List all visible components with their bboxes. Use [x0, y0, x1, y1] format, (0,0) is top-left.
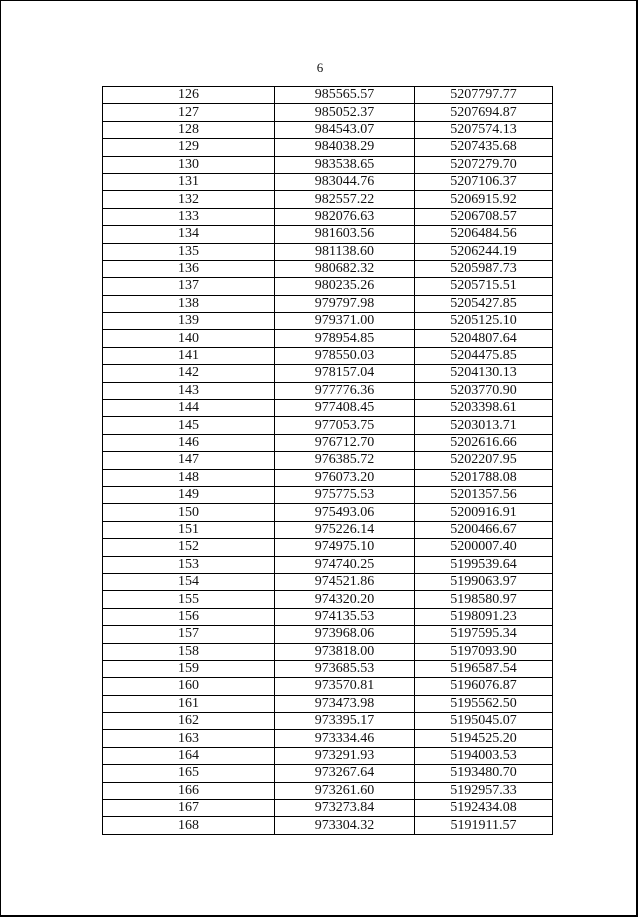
- point-number-cell: 149: [103, 486, 275, 503]
- y-coordinate-cell: 5201357.56: [415, 486, 553, 503]
- table-row: [103, 452, 553, 469]
- y-coordinate-cell: 5207435.68: [415, 139, 553, 156]
- x-coordinate-cell: 973473.98: [275, 695, 415, 712]
- y-coordinate-cell: 5204130.13: [415, 365, 553, 382]
- y-coordinate-cell: 5203013.71: [415, 417, 553, 434]
- x-coordinate-cell: 973968.06: [275, 626, 415, 643]
- table-row: [103, 347, 553, 364]
- x-coordinate-cell: 973267.64: [275, 765, 415, 782]
- point-number-cell: 129: [103, 139, 275, 156]
- point-number-cell: 159: [103, 660, 275, 677]
- table-row: [103, 469, 553, 486]
- y-coordinate-cell: 5199063.97: [415, 573, 553, 590]
- y-coordinate-cell: 5199539.64: [415, 556, 553, 573]
- y-coordinate-cell: 5198091.23: [415, 608, 553, 625]
- x-coordinate-cell: 983538.65: [275, 156, 415, 173]
- x-coordinate-cell: 973818.00: [275, 643, 415, 660]
- x-coordinate-cell: 979371.00: [275, 313, 415, 330]
- table-row: [103, 521, 553, 538]
- table-row: [103, 365, 553, 382]
- point-number-cell: 135: [103, 243, 275, 260]
- y-coordinate-cell: 5194525.20: [415, 730, 553, 747]
- point-number-cell: 130: [103, 156, 275, 173]
- y-coordinate-cell: 5203770.90: [415, 382, 553, 399]
- table-row: [103, 382, 553, 399]
- table-row: [103, 608, 553, 625]
- point-number-cell: 138: [103, 295, 275, 312]
- y-coordinate-cell: 5204807.64: [415, 330, 553, 347]
- x-coordinate-cell: 978157.04: [275, 365, 415, 382]
- table-row: [103, 800, 553, 817]
- x-coordinate-cell: 976073.20: [275, 469, 415, 486]
- y-coordinate-cell: 5204475.85: [415, 347, 553, 364]
- y-coordinate-cell: 5202207.95: [415, 452, 553, 469]
- table-row: [103, 104, 553, 121]
- y-coordinate-cell: 5206244.19: [415, 243, 553, 260]
- x-coordinate-cell: 974975.10: [275, 539, 415, 556]
- table-row: [103, 191, 553, 208]
- y-coordinate-cell: 5207694.87: [415, 104, 553, 121]
- y-coordinate-cell: 5192434.08: [415, 800, 553, 817]
- table-row: [103, 226, 553, 243]
- x-coordinate-cell: 982557.22: [275, 191, 415, 208]
- y-coordinate-cell: 5205125.10: [415, 313, 553, 330]
- point-number-cell: 131: [103, 173, 275, 190]
- y-coordinate-cell: 5203398.61: [415, 400, 553, 417]
- point-number-cell: 139: [103, 313, 275, 330]
- point-number-cell: 141: [103, 347, 275, 364]
- table-row: [103, 278, 553, 295]
- table-row: [103, 591, 553, 608]
- y-coordinate-cell: 5207797.77: [415, 87, 553, 104]
- table-row: [103, 295, 553, 312]
- point-number-cell: 151: [103, 521, 275, 538]
- x-coordinate-cell: 984038.29: [275, 139, 415, 156]
- table-row: [103, 660, 553, 677]
- y-coordinate-cell: 5207106.37: [415, 173, 553, 190]
- y-coordinate-cell: 5207574.13: [415, 121, 553, 138]
- point-number-cell: 165: [103, 765, 275, 782]
- table-row: [103, 643, 553, 660]
- x-coordinate-cell: 976385.72: [275, 452, 415, 469]
- table-row: [103, 243, 553, 260]
- table-row: [103, 730, 553, 747]
- y-coordinate-cell: 5202616.66: [415, 434, 553, 451]
- x-coordinate-cell: 985565.57: [275, 87, 415, 104]
- point-number-cell: 147: [103, 452, 275, 469]
- x-coordinate-cell: 984543.07: [275, 121, 415, 138]
- table-row: [103, 139, 553, 156]
- y-coordinate-cell: 5205427.85: [415, 295, 553, 312]
- table-row: [103, 713, 553, 730]
- y-coordinate-cell: 5206484.56: [415, 226, 553, 243]
- table-row: [103, 626, 553, 643]
- point-number-cell: 166: [103, 782, 275, 799]
- x-coordinate-cell: 976712.70: [275, 434, 415, 451]
- table-row: [103, 313, 553, 330]
- table-row: [103, 434, 553, 451]
- point-number-cell: 152: [103, 539, 275, 556]
- x-coordinate-cell: 974320.20: [275, 591, 415, 608]
- point-number-cell: 161: [103, 695, 275, 712]
- x-coordinate-cell: 974740.25: [275, 556, 415, 573]
- table-row: [103, 400, 553, 417]
- table-row: [103, 765, 553, 782]
- point-number-cell: 144: [103, 400, 275, 417]
- y-coordinate-cell: 5207279.70: [415, 156, 553, 173]
- point-number-cell: 153: [103, 556, 275, 573]
- y-coordinate-cell: 5200466.67: [415, 521, 553, 538]
- point-number-cell: 132: [103, 191, 275, 208]
- table-row: [103, 747, 553, 764]
- y-coordinate-cell: 5194003.53: [415, 747, 553, 764]
- point-number-cell: 127: [103, 104, 275, 121]
- x-coordinate-cell: 975226.14: [275, 521, 415, 538]
- x-coordinate-cell: 980235.26: [275, 278, 415, 295]
- table-row: [103, 486, 553, 503]
- x-coordinate-cell: 973291.93: [275, 747, 415, 764]
- x-coordinate-cell: 974521.86: [275, 573, 415, 590]
- x-coordinate-cell: 982076.63: [275, 208, 415, 225]
- point-number-cell: 137: [103, 278, 275, 295]
- x-coordinate-cell: 977776.36: [275, 382, 415, 399]
- point-number-cell: 160: [103, 678, 275, 695]
- table-row: [103, 173, 553, 190]
- table-row: [103, 573, 553, 590]
- table-row: [103, 678, 553, 695]
- x-coordinate-cell: 973685.53: [275, 660, 415, 677]
- x-coordinate-cell: 983044.76: [275, 173, 415, 190]
- table-row: [103, 556, 553, 573]
- y-coordinate-cell: 5201788.08: [415, 469, 553, 486]
- x-coordinate-cell: 978954.85: [275, 330, 415, 347]
- x-coordinate-cell: 975775.53: [275, 486, 415, 503]
- y-coordinate-cell: 5193480.70: [415, 765, 553, 782]
- y-coordinate-cell: 5195045.07: [415, 713, 553, 730]
- point-number-cell: 150: [103, 504, 275, 521]
- y-coordinate-cell: 5205715.51: [415, 278, 553, 295]
- point-number-cell: 136: [103, 260, 275, 277]
- x-coordinate-cell: 973570.81: [275, 678, 415, 695]
- point-number-cell: 168: [103, 817, 275, 834]
- y-coordinate-cell: 5192957.33: [415, 782, 553, 799]
- table-row: [103, 817, 553, 834]
- x-coordinate-cell: 975493.06: [275, 504, 415, 521]
- x-coordinate-cell: 973334.46: [275, 730, 415, 747]
- y-coordinate-cell: 5197595.34: [415, 626, 553, 643]
- point-number-cell: 143: [103, 382, 275, 399]
- point-number-cell: 167: [103, 800, 275, 817]
- point-number-cell: 163: [103, 730, 275, 747]
- x-coordinate-cell: 981603.56: [275, 226, 415, 243]
- x-coordinate-cell: 973273.84: [275, 800, 415, 817]
- table-row: [103, 539, 553, 556]
- y-coordinate-cell: 5206708.57: [415, 208, 553, 225]
- point-number-cell: 140: [103, 330, 275, 347]
- table-row: [103, 695, 553, 712]
- coordinates-table: [102, 86, 553, 835]
- y-coordinate-cell: 5195562.50: [415, 695, 553, 712]
- x-coordinate-cell: 981138.60: [275, 243, 415, 260]
- point-number-cell: 134: [103, 226, 275, 243]
- page-number: 6: [316, 60, 324, 75]
- point-number-cell: 148: [103, 469, 275, 486]
- x-coordinate-cell: 985052.37: [275, 104, 415, 121]
- table-row: [103, 782, 553, 799]
- point-number-cell: 133: [103, 208, 275, 225]
- table-row: [103, 121, 553, 138]
- x-coordinate-cell: 973395.17: [275, 713, 415, 730]
- point-number-cell: 157: [103, 626, 275, 643]
- point-number-cell: 145: [103, 417, 275, 434]
- point-number-cell: 154: [103, 573, 275, 590]
- table-row: [103, 260, 553, 277]
- x-coordinate-cell: 977053.75: [275, 417, 415, 434]
- x-coordinate-cell: 973261.60: [275, 782, 415, 799]
- y-coordinate-cell: 5191911.57: [415, 817, 553, 834]
- point-number-cell: 162: [103, 713, 275, 730]
- table-row: [103, 208, 553, 225]
- table-row: [103, 504, 553, 521]
- x-coordinate-cell: 974135.53: [275, 608, 415, 625]
- x-coordinate-cell: 979797.98: [275, 295, 415, 312]
- table-row: [103, 87, 553, 104]
- y-coordinate-cell: 5200007.40: [415, 539, 553, 556]
- x-coordinate-cell: 973304.32: [275, 817, 415, 834]
- point-number-cell: 128: [103, 121, 275, 138]
- table-row: [103, 156, 553, 173]
- table-row: [103, 417, 553, 434]
- coordinates-table-body: [103, 87, 553, 835]
- point-number-cell: 156: [103, 608, 275, 625]
- y-coordinate-cell: 5200916.91: [415, 504, 553, 521]
- y-coordinate-cell: 5205987.73: [415, 260, 553, 277]
- y-coordinate-cell: 5197093.90: [415, 643, 553, 660]
- point-number-cell: 164: [103, 747, 275, 764]
- y-coordinate-cell: 5196076.87: [415, 678, 553, 695]
- y-coordinate-cell: 5206915.92: [415, 191, 553, 208]
- x-coordinate-cell: 978550.03: [275, 347, 415, 364]
- point-number-cell: 142: [103, 365, 275, 382]
- point-number-cell: 126: [103, 87, 275, 104]
- point-number-cell: 146: [103, 434, 275, 451]
- point-number-cell: 155: [103, 591, 275, 608]
- table-row: [103, 330, 553, 347]
- point-number-cell: 158: [103, 643, 275, 660]
- y-coordinate-cell: 5198580.97: [415, 591, 553, 608]
- x-coordinate-cell: 977408.45: [275, 400, 415, 417]
- x-coordinate-cell: 980682.32: [275, 260, 415, 277]
- y-coordinate-cell: 5196587.54: [415, 660, 553, 677]
